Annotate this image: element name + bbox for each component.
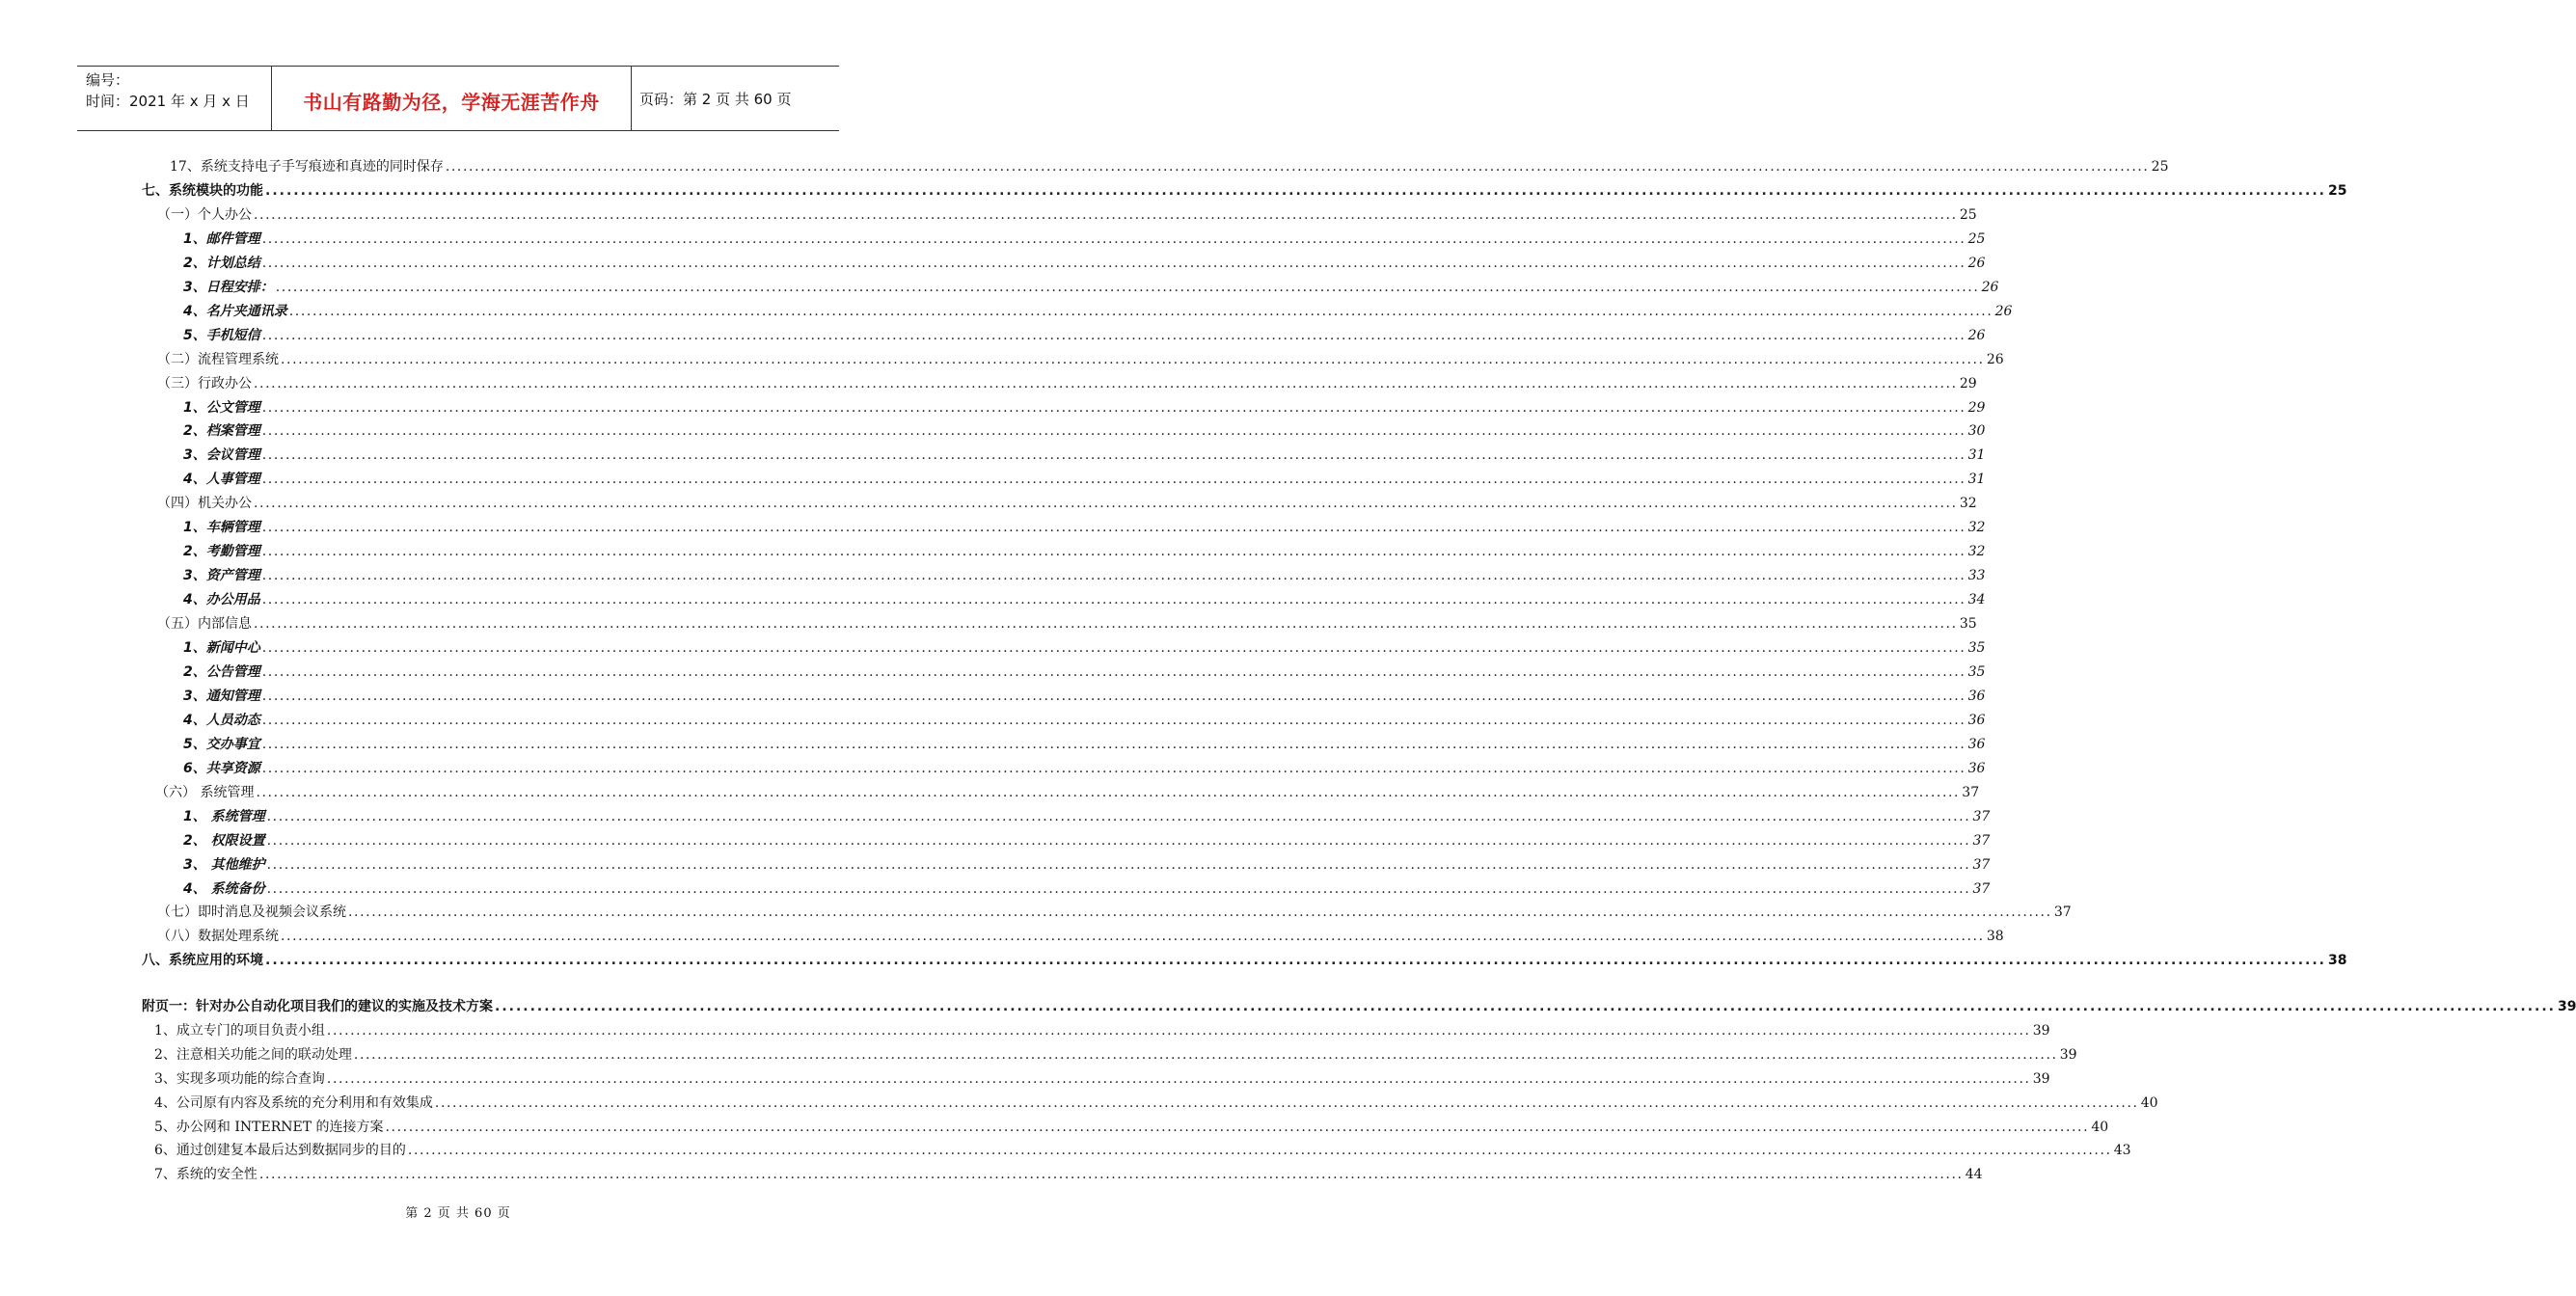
toc-entry[interactable] bbox=[157, 373, 1977, 392]
header-motto-cell bbox=[272, 67, 632, 130]
toc-entry-title: 3、 其他维护 bbox=[183, 856, 265, 873]
toc-leader-dots: .................................................................................................................................................................................................................................................................................................... bbox=[266, 808, 1971, 824]
toc-page-number: 29 bbox=[1959, 375, 1977, 392]
toc-leader-dots: .................................................................................................................................................................................................................................................................................................... bbox=[353, 1046, 2058, 1063]
toc-page-number: 37 bbox=[2053, 904, 2072, 921]
toc-entry-title: 4、 系统备份 bbox=[183, 880, 265, 897]
toc-leader-dots: .................................................................................................................................................................................................................................................................................................... bbox=[265, 182, 2326, 199]
toc-leader-dots: .................................................................................................................................................................................................................................................................................................... bbox=[266, 856, 1971, 873]
toc-entry-title: 7、系统的安全性 bbox=[154, 1167, 258, 1183]
toc-page-number: 30 bbox=[1967, 423, 1986, 440]
toc-page-number: 44 bbox=[1965, 1167, 1983, 1183]
toc-leader-dots: .................................................................................................................................................................................................................................................................................................... bbox=[261, 568, 1966, 584]
toc-entry[interactable] bbox=[183, 830, 1991, 850]
toc-page-number: 37 bbox=[1972, 832, 1991, 849]
toc-entry[interactable] bbox=[183, 325, 1986, 344]
toc-page-number: 39 bbox=[2032, 1070, 2050, 1087]
toc-entry[interactable] bbox=[183, 589, 1986, 608]
toc-entry[interactable] bbox=[183, 301, 2013, 320]
toc-leader-dots: .................................................................................................................................................................................................................................................................................................... bbox=[261, 255, 1966, 271]
toc-entry[interactable] bbox=[183, 229, 1986, 248]
toc-page-number: 31 bbox=[1967, 472, 1986, 488]
toc-entry[interactable] bbox=[154, 1117, 2109, 1136]
motto: 书山有路勤为径，学海无涯苦作舟 bbox=[303, 90, 600, 114]
toc-leader-dots: .................................................................................................................................................................................................................................................................................................... bbox=[261, 663, 1966, 680]
toc-page-number: 35 bbox=[1967, 640, 1986, 656]
toc-entry-title: 17、系统支持电子手写痕迹和真迹的同时保存 bbox=[170, 159, 444, 175]
toc-entry[interactable] bbox=[157, 493, 1977, 512]
toc-page-number: 43 bbox=[2113, 1143, 2131, 1159]
toc-page-number: 34 bbox=[1967, 592, 1986, 608]
toc-page-number: 36 bbox=[1967, 712, 1986, 728]
toc-entry-title: 七、系统模块的功能 bbox=[142, 182, 263, 199]
toc-entry[interactable] bbox=[155, 782, 1980, 801]
toc-entry[interactable] bbox=[157, 349, 2004, 368]
toc-page-number: 31 bbox=[1967, 447, 1986, 464]
toc-entry[interactable] bbox=[183, 854, 1991, 874]
toc-entry[interactable] bbox=[154, 1044, 2077, 1064]
toc-page-number: 36 bbox=[1967, 688, 1986, 704]
toc-leader-dots: .................................................................................................................................................................................................................................................................................................... bbox=[261, 327, 1966, 343]
toc-leader-dots: .................................................................................................................................................................................................................................................................................................... bbox=[256, 784, 1961, 800]
page-footer: 第 2 页 共 60 页 bbox=[405, 1206, 511, 1221]
toc-page-number: 26 bbox=[1967, 255, 1986, 271]
toc-entry[interactable] bbox=[183, 565, 1986, 584]
toc-page-number: 37 bbox=[1972, 880, 1991, 897]
toc-leader-dots: .................................................................................................................................................................................................................................................................................................... bbox=[254, 496, 1958, 512]
toc-entry-title: 2、公告管理 bbox=[183, 663, 260, 680]
toc-leader-dots: .................................................................................................................................................................................................................................................................................................... bbox=[261, 688, 1966, 704]
toc-leader-dots: .................................................................................................................................................................................................................................................................................................... bbox=[261, 447, 1966, 464]
date-label: 时间：2021 年 x 月 x 日 bbox=[86, 93, 250, 110]
toc-entry[interactable] bbox=[183, 253, 1986, 272]
toc-entry-title: （七）即时消息及视频会议系统 bbox=[157, 904, 346, 921]
toc-page-number: 38 bbox=[2327, 953, 2347, 969]
toc-leader-dots: .................................................................................................................................................................................................................................................................................................... bbox=[434, 1094, 2139, 1111]
toc-entry-title: 1、车辆管理 bbox=[183, 520, 260, 536]
toc-entry-title: 4、公司原有内容及系统的充分利用和有效集成 bbox=[154, 1094, 433, 1111]
toc-page-number: 39 bbox=[2059, 1046, 2077, 1063]
toc-entry-title: 3、通知管理 bbox=[183, 688, 260, 704]
toc-entry-title: 1、邮件管理 bbox=[183, 230, 260, 247]
toc-entry[interactable] bbox=[183, 541, 1986, 560]
toc-entry-title: 4、人员动态 bbox=[183, 712, 260, 728]
toc-page-number: 39 bbox=[2032, 1022, 2050, 1039]
toc-page-number: 26 bbox=[1986, 351, 2004, 367]
toc-entry-title: 2、档案管理 bbox=[183, 423, 260, 440]
toc-entry-title: 4、人事管理 bbox=[183, 472, 260, 488]
header-page-cell bbox=[632, 67, 839, 130]
toc-entry[interactable] bbox=[142, 180, 2347, 200]
toc-entry[interactable] bbox=[183, 806, 1991, 825]
toc-page-number: 40 bbox=[2140, 1094, 2158, 1111]
toc-entry[interactable] bbox=[154, 1164, 1983, 1183]
toc-page-number: 36 bbox=[1967, 736, 1986, 752]
header-meta bbox=[77, 67, 272, 130]
toc-page-number: 25 bbox=[2151, 159, 2169, 175]
toc-page-number: 35 bbox=[1967, 663, 1986, 680]
toc-entry[interactable] bbox=[183, 686, 1986, 705]
toc-entry-title: 5、交办事宜 bbox=[183, 736, 260, 752]
toc-entry[interactable] bbox=[183, 662, 1986, 681]
toc-page-number: 25 bbox=[1967, 230, 1986, 247]
toc-entry-title: （八）数据处理系统 bbox=[157, 929, 279, 945]
toc-leader-dots: .................................................................................................................................................................................................................................................................................................... bbox=[265, 953, 2326, 969]
toc-leader-dots: .................................................................................................................................................................................................................................................................................................... bbox=[326, 1070, 2031, 1087]
toc-leader-dots: .................................................................................................................................................................................................................................................................................................... bbox=[495, 999, 2556, 1014]
toc-entry-title: 3、会议管理 bbox=[183, 447, 260, 464]
toc-entry[interactable] bbox=[183, 710, 1986, 729]
toc-entry[interactable] bbox=[183, 878, 1991, 898]
toc-leader-dots: .................................................................................................................................................................................................................................................................................................... bbox=[281, 929, 1985, 945]
toc-leader-dots: .................................................................................................................................................................................................................................................................................................... bbox=[261, 736, 1966, 752]
toc-page-number: 37 bbox=[1972, 808, 1991, 824]
toc-entry[interactable] bbox=[170, 156, 2169, 176]
toc-leader-dots: .................................................................................................................................................................................................................................................................................................... bbox=[385, 1119, 2090, 1135]
toc-page-number: 26 bbox=[1967, 327, 1986, 343]
toc-entry[interactable] bbox=[142, 996, 2576, 1015]
toc-entry-title: 2、计划总结 bbox=[183, 255, 260, 271]
toc-leader-dots: .................................................................................................................................................................................................................................................................................................... bbox=[254, 375, 1958, 392]
toc-entry-title: 4、名片夹通讯录 bbox=[183, 303, 287, 319]
toc-leader-dots: .................................................................................................................................................................................................................................................................................................... bbox=[266, 832, 1971, 849]
toc-page-number: 32 bbox=[1967, 544, 1986, 560]
toc-page-number: 33 bbox=[1967, 568, 1986, 584]
toc-leader-dots: .................................................................................................................................................................................................................................................................................................... bbox=[258, 1167, 1964, 1183]
toc-entry-title: 1、新闻中心 bbox=[183, 640, 260, 656]
toc-page-number: 25 bbox=[1959, 206, 1977, 223]
toc-entry-title: （六） 系统管理 bbox=[155, 784, 255, 800]
toc-page-number: 38 bbox=[1986, 929, 2004, 945]
toc-entry-title: 5、手机短信 bbox=[183, 327, 260, 343]
toc-entry[interactable] bbox=[183, 637, 1986, 657]
toc-leader-dots: .................................................................................................................................................................................................................................................................................................... bbox=[261, 592, 1966, 608]
toc-entry[interactable] bbox=[154, 1068, 2050, 1088]
toc-leader-dots: .................................................................................................................................................................................................................................................................................................... bbox=[445, 159, 2150, 175]
toc-entry[interactable] bbox=[183, 469, 1986, 488]
toc-entry-title: 5、办公网和 INTERNET 的连接方案 bbox=[154, 1119, 384, 1135]
toc-leader-dots: .................................................................................................................................................................................................................................................................................................... bbox=[261, 399, 1966, 416]
toc-page-number: 25 bbox=[2327, 182, 2347, 199]
toc-entry[interactable] bbox=[157, 204, 1977, 224]
toc-page-number: 35 bbox=[1959, 616, 1977, 633]
toc-leader-dots: .................................................................................................................................................................................................................................................................................................... bbox=[261, 712, 1966, 728]
toc-page-number: 37 bbox=[1962, 784, 1980, 800]
toc-entry-title: 3、资产管理 bbox=[183, 568, 260, 584]
toc-entry[interactable] bbox=[157, 926, 2004, 945]
toc-entry[interactable] bbox=[183, 397, 1986, 417]
toc-leader-dots: .................................................................................................................................................................................................................................................................................................... bbox=[261, 640, 1966, 656]
toc-entry[interactable] bbox=[183, 420, 1986, 440]
toc-page-number: 26 bbox=[1981, 279, 1999, 295]
toc-entry-title: 6、共享资源 bbox=[183, 760, 260, 776]
toc-entry-title: （三）行政办公 bbox=[157, 375, 252, 392]
toc-leader-dots: .................................................................................................................................................................................................................................................................................................... bbox=[254, 206, 1958, 223]
toc-entry-title: 4、办公用品 bbox=[183, 592, 260, 608]
toc-entry[interactable] bbox=[157, 613, 1977, 633]
toc-entry[interactable] bbox=[183, 445, 1986, 464]
toc-entry-title: 附页一：针对办公自动化项目我们的建议的实施及技术方案 bbox=[142, 999, 493, 1014]
toc-entry-title: （四）机关办公 bbox=[157, 496, 252, 512]
toc-leader-dots: .................................................................................................................................................................................................................................................................................................... bbox=[261, 423, 1966, 440]
toc-entry-title: 2、注意相关功能之间的联动处理 bbox=[154, 1046, 352, 1063]
toc-page-number: 37 bbox=[1972, 856, 1991, 873]
toc-page-number: 26 bbox=[1994, 303, 2013, 319]
toc-page-number: 36 bbox=[1967, 760, 1986, 776]
toc-entry[interactable] bbox=[154, 1140, 2131, 1159]
toc-entry-title: （二）流程管理系统 bbox=[157, 351, 279, 367]
toc-entry-title: 1、公文管理 bbox=[183, 399, 260, 416]
toc-leader-dots: .................................................................................................................................................................................................................................................................................................... bbox=[288, 303, 1993, 319]
toc-leader-dots: .................................................................................................................................................................................................................................................................................................... bbox=[254, 616, 1958, 633]
toc-leader-dots: .................................................................................................................................................................................................................................................................................................... bbox=[348, 904, 2052, 921]
toc-entry-title: （五）内部信息 bbox=[157, 616, 252, 633]
toc-entry-title: 八、系统应用的环境 bbox=[142, 953, 263, 969]
toc-page-number: 32 bbox=[1967, 520, 1986, 536]
toc-entry-title: 2、考勤管理 bbox=[183, 544, 260, 560]
toc-entry-title: 3、日程安排： bbox=[183, 279, 274, 295]
toc-leader-dots: .................................................................................................................................................................................................................................................................................................... bbox=[281, 351, 1985, 367]
toc-entry[interactable] bbox=[183, 734, 1986, 753]
toc-leader-dots: .................................................................................................................................................................................................................................................................................................... bbox=[326, 1022, 2031, 1039]
toc-leader-dots: .................................................................................................................................................................................................................................................................................................... bbox=[266, 880, 1971, 897]
toc-page-number: 40 bbox=[2091, 1119, 2109, 1135]
page-header bbox=[77, 66, 839, 131]
toc-page-number: 39 bbox=[2557, 999, 2576, 1014]
toc-entry[interactable] bbox=[154, 1020, 2050, 1040]
toc-leader-dots: .................................................................................................................................................................................................................................................................................................... bbox=[407, 1143, 2112, 1159]
toc-entry-title: 6、通过创建复本最后达到数据同步的目的 bbox=[154, 1143, 406, 1159]
toc-entry-title: 1、成立专门的项目负责小组 bbox=[154, 1022, 325, 1039]
toc-entry-title: 1、 系统管理 bbox=[183, 808, 265, 824]
toc-page-number: 32 bbox=[1959, 496, 1977, 512]
toc-leader-dots: .................................................................................................................................................................................................................................................................................................... bbox=[261, 472, 1966, 488]
toc-leader-dots: .................................................................................................................................................................................................................................................................................................... bbox=[261, 760, 1966, 776]
toc-entry[interactable] bbox=[154, 1093, 2158, 1112]
toc-entry-title: （一）个人办公 bbox=[157, 206, 252, 223]
toc-entry-title: 2、 权限设置 bbox=[183, 832, 265, 849]
toc-leader-dots: .................................................................................................................................................................................................................................................................................................... bbox=[261, 520, 1966, 536]
toc-entry-title: 3、实现多项功能的综合查询 bbox=[154, 1070, 325, 1087]
toc-entry[interactable] bbox=[183, 277, 1999, 296]
page-indicator: 页码：第 2 页 共 60 页 bbox=[639, 90, 792, 108]
toc-leader-dots: .................................................................................................................................................................................................................................................................................................... bbox=[275, 279, 1980, 295]
toc-entry[interactable] bbox=[157, 902, 2072, 921]
toc-page-number: 29 bbox=[1967, 399, 1986, 416]
toc-entry[interactable] bbox=[183, 758, 1986, 777]
toc-entry[interactable] bbox=[183, 517, 1986, 536]
doc-number-label: 编号： bbox=[86, 71, 130, 89]
toc-leader-dots: .................................................................................................................................................................................................................................................................................................... bbox=[261, 544, 1966, 560]
toc-entry[interactable] bbox=[142, 950, 2347, 969]
toc-leader-dots: .................................................................................................................................................................................................................................................................................................... bbox=[261, 230, 1966, 247]
